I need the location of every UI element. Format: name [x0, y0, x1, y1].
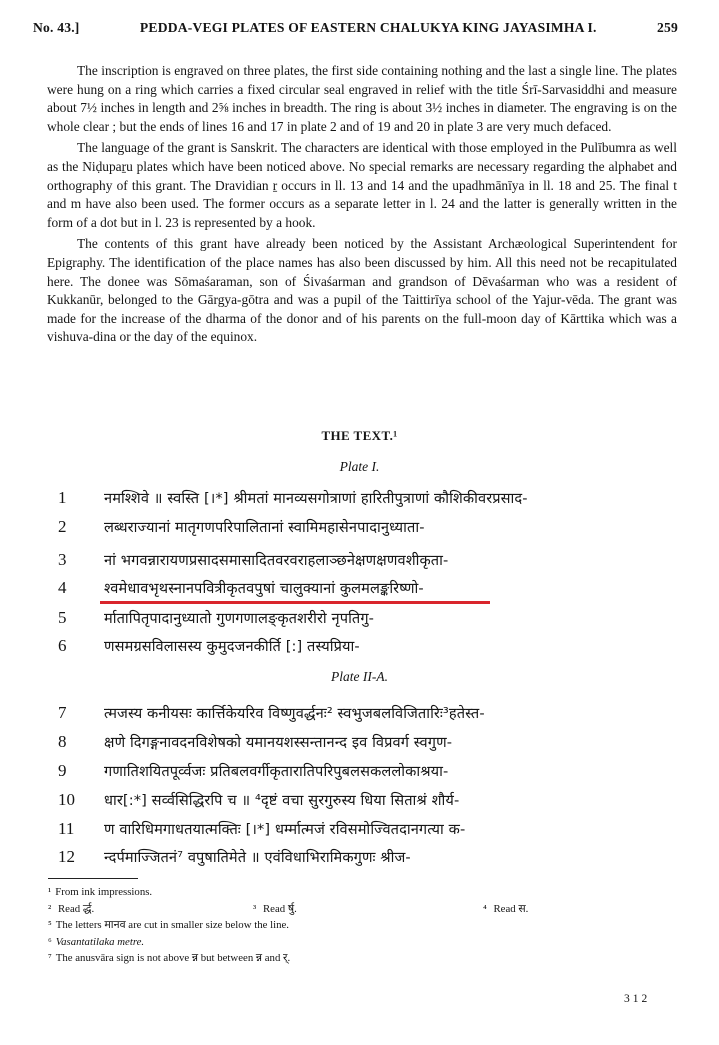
line-number: 11	[58, 819, 75, 838]
line-text: र्मातापितृपादानुध्यातो गुणगणालङ्कृतशरीरो नृपतिगु-	[104, 610, 375, 627]
inscription-line	[58, 786, 459, 814]
footnote-number: ⁵	[48, 919, 52, 931]
inscription-line	[58, 484, 528, 512]
footnote	[48, 950, 668, 967]
footnote-text: Read र्षु.	[262, 902, 297, 915]
inscription-line	[58, 728, 452, 756]
introduction-text	[47, 62, 677, 350]
line-number: 10	[58, 790, 75, 809]
line-number: 3	[58, 550, 67, 569]
inscription-line	[58, 574, 424, 602]
footnote-number: ⁷	[48, 952, 52, 964]
header-title: PEDDA-VEGI PLATES OF EASTERN CHALUKYA KING JAYASIMHA I.	[139, 20, 597, 35]
line-text: श्वमेधावभृथस्नानपवित्रीकृतवपुषां चालुक्यानां कुलमलङ्करिष्णो-	[104, 580, 424, 597]
line-text: न्दर्पमाज्जितनं⁷ वपुषातिमेते ॥ एवंविधाभिरामिकगुणः श्रीज-	[104, 849, 411, 866]
inscription-line	[58, 604, 374, 632]
header-number: No. 43.]	[33, 20, 80, 35]
red-underline-annotation	[100, 601, 490, 604]
inscription-line	[58, 815, 465, 843]
paragraph-contents: The contents of this grant have already been noticed by the Assistant Archæological Superintendent for Epigraphy. The identification of the place names has also been discussed by him. All this need not be recapitulated here. The donee was Sōmaśaraman, son of Śivaśarman and grandson of Dēvaśarman who was a resident of Kukkanūr, belonged to the Gārgya-gōtra and was a pupil of the Taittirīya school of the Yajur-vēda. The grant was made for the increase of the dharma of the donor and of his parents on the full-moon day of Kārttika which was a vishuva-dina or the day of the equinox.	[47, 236, 677, 345]
header-page-number: 259	[657, 20, 678, 35]
line-number: 8	[58, 732, 67, 751]
footnote-number: ⁴	[483, 902, 487, 915]
line-text: ण वारिधिमगाधतयात्मक्तिः [।*] धर्म्मात्मजं रविसमोज्वितदानगत्या क-	[104, 821, 466, 838]
footnote-number: ¹	[48, 886, 52, 898]
footnote-divider	[48, 878, 138, 879]
inscription-line	[58, 546, 448, 574]
line-text: धार[:*] सर्व्वसिद्धिरपि च ॥ ⁴दृष्टं वचा सुरगुरुस्य धिया सिताश्रं शौर्य-	[104, 792, 460, 809]
line-text: गणातिशयितपूर्व्वजः प्रतिबलवर्गीकृतारातिपरिपुबलसकललोकाश्रया-	[104, 763, 449, 780]
footnote-row	[48, 901, 668, 918]
inscription-line	[58, 632, 360, 660]
line-number: 7	[58, 703, 67, 722]
line-number: 2	[58, 517, 67, 536]
line-text: क्षणे दिगङ्गनावदनविशेषको यमानयशस्सन्तानन्द इव विप्रवर्ग स्वगुण-	[104, 734, 453, 751]
page-footer-number: 312	[624, 993, 651, 1005]
footnote	[48, 917, 668, 934]
line-text: लब्धराज्यानां मातृगणपरिपालितानां स्वामिमहासेनपादानुध्याता-	[104, 519, 425, 536]
footnotes	[48, 884, 668, 967]
paragraph-language: The language of the grant is Sanskrit. The characters are identical with those employed in the Pulībumra as well as the Niḍupaṟu plates which have been noticed above. No special remarks are necessary regarding the alphabet and orthography of this grant. The Dravidian ṟ occurs in ll. 13 and 14 and the upadhmānīya in ll. 18 and 25. The final t and m have also been used. The former occurs as a separate letter in l. 24 and the latter is generally written in the form of a dot but in l. 23 is represented by a hook.	[47, 140, 677, 230]
footnote	[48, 884, 668, 901]
line-text: त्मजस्य कनीयसः कार्त्तिकेयरिव विष्णुवर्द्धनः² स्वभुजबलविजितारिः³हतेस्त-	[104, 705, 485, 722]
inscription-line	[58, 843, 411, 871]
inscription-line	[58, 699, 485, 727]
line-number: 6	[58, 636, 67, 655]
line-number: 5	[58, 608, 67, 627]
footnote	[48, 934, 668, 951]
footnote-text: Read स.	[493, 902, 529, 915]
paragraph-description: The inscription is engraved on three plates, the first side containing nothing and the last a single line. The plates were hung on a ring which carries a fixed circular seal engraved in relief with the title Śrī-Sarvasiddhi and measure about 7½ inches in length and 2⅝ inches in breadth. The ring is about 3½ inches in diameter. The engraving is on the whole clear ; but the ends of lines 16 and 17 in plate 2 and of 19 and 20 in plate 3 are very much defaced.	[47, 63, 677, 134]
footnote-text: Read र्द्ध.	[57, 902, 95, 915]
footnote-text: Vasantatilaka metre.	[55, 935, 145, 948]
footnote-number: ³	[253, 902, 257, 915]
line-text: नां भगवन्नारायणप्रसादसमासादितवरवराहलाञ्छनेक्षणक्षणवशीकृता-	[104, 552, 449, 569]
line-number: 9	[58, 761, 67, 780]
footnote-text: The anusvāra sign is not above न्न but between न्न and र्.	[55, 952, 291, 964]
line-text: णसमग्रसविलासस्य कुमुदजनकीर्ति [:] तस्यप्रिया-	[104, 638, 360, 655]
inscription-line	[58, 513, 425, 541]
inscription-line	[58, 757, 448, 785]
line-number: 4	[58, 578, 67, 597]
running-header	[33, 20, 678, 36]
section-title: THE TEXT.¹	[321, 428, 398, 443]
line-number: 1	[58, 488, 67, 507]
line-number: 12	[58, 847, 75, 866]
plate-1-label: Plate I.	[339, 459, 380, 474]
plate-2a-label: Plate II-A.	[331, 669, 388, 684]
line-text: नमश्शिवे ॥ स्वस्ति [।*] श्रीमतां मानव्यसगोत्राणां हारितीपुत्राणां कौशिकीवरप्रसाद-	[104, 490, 528, 507]
footnote-text: The letters मानव are cut in smaller size below the line.	[55, 919, 289, 931]
footnote-number: ⁶	[48, 935, 52, 948]
footnote-number: ²	[48, 902, 52, 915]
footnote-text: From ink impressions.	[55, 886, 153, 898]
